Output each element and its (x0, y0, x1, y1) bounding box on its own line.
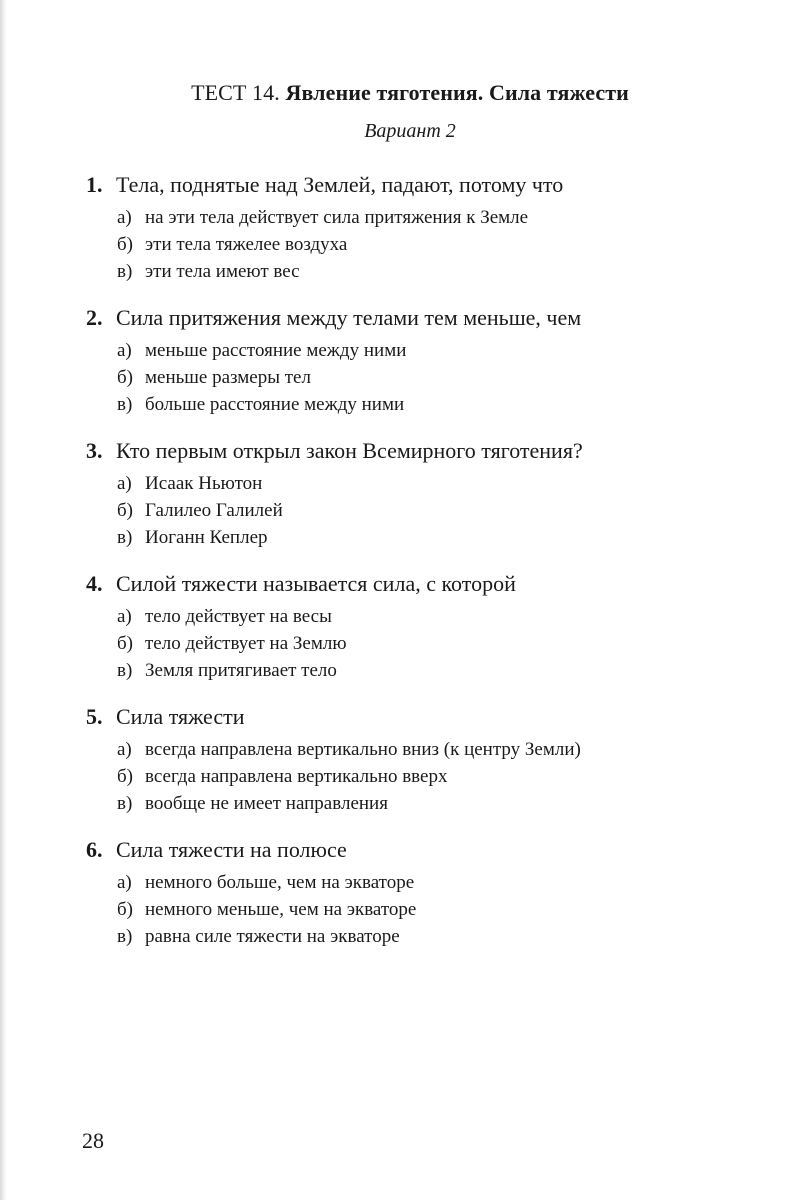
option-a (117, 736, 786, 763)
question-line (86, 835, 786, 865)
option-a (117, 869, 786, 896)
option-letter: б) (117, 234, 133, 255)
option-list (86, 470, 786, 551)
option-c (117, 258, 786, 285)
question-number: 4. (86, 571, 103, 596)
question-number: 1. (86, 172, 103, 197)
option-text: Галилео Галилей (145, 500, 283, 521)
option-a (117, 470, 786, 497)
option-b (117, 896, 786, 923)
question-number: 5. (86, 704, 103, 729)
option-a (117, 337, 786, 364)
option-letter: а) (117, 473, 132, 494)
option-letter: б) (117, 766, 133, 787)
option-letter: в) (117, 261, 133, 282)
page-title (0, 80, 809, 106)
question-number: 2. (86, 305, 103, 330)
question-line (86, 303, 786, 333)
option-text: меньше размеры тел (145, 367, 311, 388)
option-text: вообще не имеет направления (145, 793, 388, 814)
question-2 (86, 303, 786, 418)
option-b (117, 231, 786, 258)
option-letter: а) (117, 739, 132, 760)
option-letter: б) (117, 633, 133, 654)
question-text: Сила тяжести на полюсе (116, 837, 347, 862)
option-text: Иоганн Кеплер (145, 527, 268, 548)
option-text: меньше расстояние между ними (145, 340, 407, 361)
option-list (86, 337, 786, 418)
option-c (117, 923, 786, 950)
option-list (86, 204, 786, 285)
question-text: Сила притяжения между телами тем меньше, чем (116, 305, 582, 330)
option-a (117, 603, 786, 630)
option-text: Земля притягивает тело (145, 660, 337, 681)
option-text: эти тела тяжелее воздуха (145, 234, 348, 255)
question-line (86, 170, 786, 200)
option-letter: в) (117, 793, 133, 814)
option-letter: б) (117, 500, 133, 521)
option-list (86, 736, 786, 817)
option-list (86, 869, 786, 950)
option-list (86, 603, 786, 684)
question-text: Кто первым открыл закон Всемирного тяготения? (116, 438, 583, 463)
option-letter: в) (117, 527, 133, 548)
option-b (117, 763, 786, 790)
question-line (86, 436, 786, 466)
option-letter: а) (117, 872, 132, 893)
question-4 (86, 569, 786, 684)
option-c (117, 391, 786, 418)
option-c (117, 524, 786, 551)
option-letter: в) (117, 926, 133, 947)
option-text: тело действует на Землю (145, 633, 347, 654)
option-text: всегда направлена вертикально вниз (к центру Земли) (145, 739, 581, 760)
option-text: Исаак Ньютон (145, 473, 263, 494)
question-number: 6. (86, 837, 103, 862)
question-5 (86, 702, 786, 817)
option-b (117, 497, 786, 524)
option-b (117, 630, 786, 657)
question-6 (86, 835, 786, 950)
option-text: немного меньше, чем на экваторе (145, 899, 417, 920)
question-text: Силой тяжести называется сила, с которой (116, 571, 516, 596)
page-number: 28 (82, 1128, 104, 1153)
option-letter: а) (117, 207, 132, 228)
option-c (117, 657, 786, 684)
question-1 (86, 170, 786, 285)
page-edge-shadow (0, 0, 7, 1200)
option-text: больше расстояние между ними (145, 394, 405, 415)
question-line (86, 702, 786, 732)
question-list (86, 170, 786, 968)
question-text: Тела, поднятые над Землей, падают, потому что (116, 172, 564, 197)
test-title: Явление тяготения. Сила тяжести (285, 80, 629, 105)
option-text: равна силе тяжести на экваторе (145, 926, 400, 947)
option-text: эти тела имеют вес (145, 261, 300, 282)
question-line (86, 569, 786, 599)
variant-label: Вариант 2 (364, 120, 456, 142)
question-3 (86, 436, 786, 551)
option-letter: б) (117, 367, 133, 388)
option-letter: б) (117, 899, 133, 920)
option-text: всегда направлена вертикально вверх (145, 766, 448, 787)
option-letter: в) (117, 394, 133, 415)
question-text: Сила тяжести (116, 704, 245, 729)
question-number: 3. (86, 438, 103, 463)
option-c (117, 790, 786, 817)
option-text: немного больше, чем на экваторе (145, 872, 415, 893)
test-prefix: ТЕСТ 14. (191, 80, 280, 105)
option-text: тело действует на весы (145, 606, 332, 627)
option-letter: а) (117, 606, 132, 627)
option-text: на эти тела действует сила притяжения к Земле (145, 207, 529, 228)
option-b (117, 364, 786, 391)
option-letter: в) (117, 660, 133, 681)
option-a (117, 204, 786, 231)
option-letter: а) (117, 340, 132, 361)
